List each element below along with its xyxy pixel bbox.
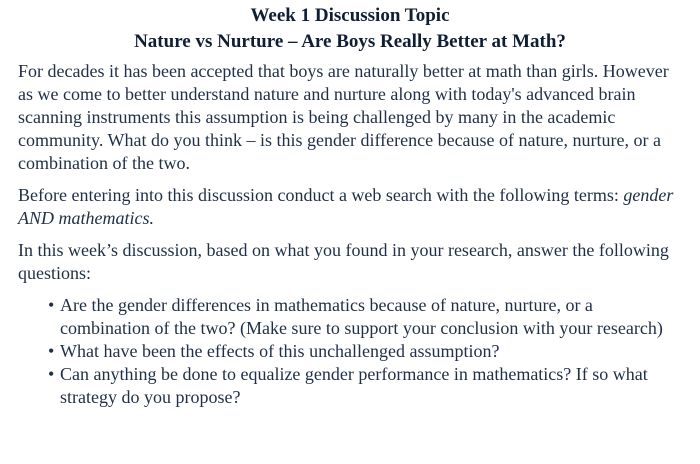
page-title: Week 1 Discussion Topic xyxy=(250,5,450,26)
bullet-icon: • xyxy=(48,295,55,315)
search-instruction-paragraph xyxy=(18,184,682,230)
question-text: Are the gender differences in mathematics because of nature, nurture, or a combination of the two? (Make sure to support your conclusion with your research) xyxy=(60,295,663,338)
questions-list xyxy=(18,294,682,409)
page-subtitle: Nature vs Nurture – Are Boys Really Better at Math? xyxy=(134,31,566,52)
question-text: Can anything be done to equalize gender performance in mathematics? If so what strategy do you propose? xyxy=(60,364,648,407)
search-terms: gender AND mathematics. xyxy=(18,185,674,228)
question-item xyxy=(48,340,682,363)
intro-paragraph: For decades it has been accepted that boys are naturally better at math than girls. However as we come to better understand nature and nurture along with today's advanced brain scanning instruments this assumption is being challenged by many in the academic community. What do you think – is this gender difference because of nature, nurture, or a combination of the two. xyxy=(18,61,669,173)
question-text: What have been the effects of this unchallenged assumption? xyxy=(60,341,500,361)
question-item xyxy=(48,294,682,340)
search-instruction-text: Before entering into this discussion conduct a web search with the following terms: xyxy=(18,185,619,205)
bullet-icon: • xyxy=(48,341,55,361)
bullet-icon: • xyxy=(48,364,55,384)
question-item xyxy=(48,363,682,409)
questions-intro-paragraph: In this week’s discussion, based on what you found in your research, answer the following questions: xyxy=(18,240,669,283)
